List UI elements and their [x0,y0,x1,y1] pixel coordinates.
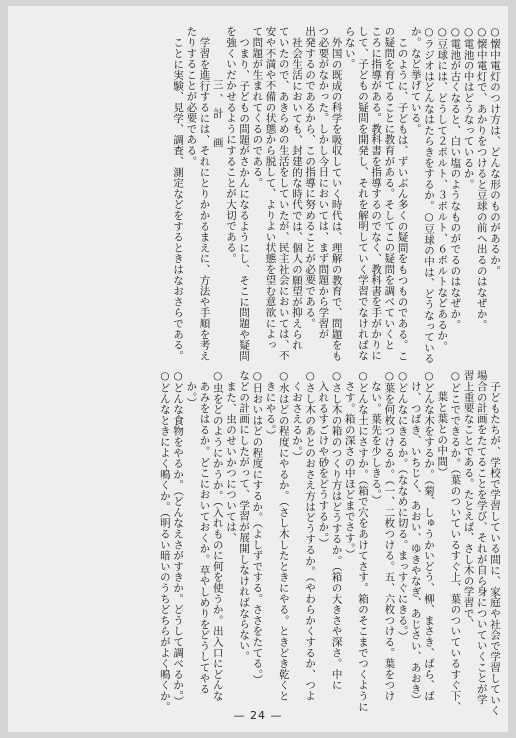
text-line: らない。 [343,26,356,70]
text-line: ○どんな食物をやるか。（どんなえさがすきか。どうして調べるか。） [172,370,185,707]
text-line: さす。箱の深さの中ほどまでさす。） [343,380,356,559]
text-line: 社会生活においても、封建的な時代では、個人の願望が抑えられ [290,36,303,350]
text-line: ことに実験、見学、調査、測定などをするときはなおさらである。 [172,36,185,361]
text-line: 葉と葉との中間） [436,391,449,478]
text-line: て問題が生まれてくるのである。 [251,26,264,188]
text-line: ていたので、あきらめの生活をしていたが、民主社会においては、不 [277,26,290,361]
text-line: 安や不満や不備の状態から脱して、よりよい状態を望む意欲によっ [264,26,277,350]
text-line: ○さし木のあとのおさえ方はどうするか。（やわらかくするか、つよ [304,370,317,702]
text-line: このように、子どもは、ずいぶん多くの疑問をもつものである。こ [396,36,409,361]
text-line: たりすることが必要である。 [185,26,198,167]
text-line: 入れるすごけや砂をどうするか。） [317,380,330,549]
lower-text-column [31,370,501,716]
text-line: け、つばき、いちじく、あおい、ゆきやなぎ、あじさい、あおき） [409,380,422,705]
text-line: ○懐中電灯のつけ方は、どんな形のものがあるか。 [489,26,501,276]
text-line: などの計画にしたがって、学習が展開しなければならない。 [238,370,251,662]
text-line: ○水はどの程度にやるか。（さし木したときにやる。ときどき乾くと [277,370,290,702]
text-line: か。など挙げている。 [409,26,422,134]
text-line: ○どんな土にさすか。（箱で穴をあけてさす。箱のそこまでつくように [356,370,369,712]
text-line: ころに指導がある。教科書を指導するのでなく、教科書を手がかりに [370,26,383,361]
text-line: また、虫のせいかつについては、 [224,380,237,543]
text-line: ○どんな木をするか。（菊、しゅうかいどう、柳、まさき、ばら、ば [422,370,435,702]
text-line: ○電池が古くなると、白い塩のようなものがでるのはなぜか。 [449,26,462,330]
text-line: つまり、子どもの問題がさかんになるようにし、そこに問題や疑問 [238,36,251,361]
text-line: きにやる。） [264,380,277,441]
text-line: ○どんなにきるか。（ななめに切る。まっすぐにきる。） [396,370,409,642]
text-line: を強くいだかせるようにすることが大切である。 [224,26,237,264]
text-line: 場合の計画をたてることを学び、それが自ら身についていくことが学 [475,370,488,705]
text-line: の疑問を育てることに教育がある。そしてこの疑問を調べていくと [383,26,396,350]
upper-text-column [31,26,501,364]
text-line: ○虫をどのようにかうか。（入れものに何を使うか。出入口にどんな [211,370,224,702]
text-line: ○日おいはどの程度にするか。（よしずでする。ささをたてる。） [251,370,264,685]
text-line: ない。葉先を少しきる。） [370,380,383,505]
section-heading: 三、計 画 [211,78,224,151]
page-number: — 24 — [233,709,283,722]
text-line: ○どんなときによく鳴くか。（明るい暗いのうちどちらがよく鳴くか。 [158,370,171,712]
text-line: つ必要がなかった。しかし今日においては、まず問題から学習が [317,26,330,340]
text-line: ○懐中電灯で、あかりをつけると豆球の前へ出るのはなぜか。 [475,26,488,330]
text-line: か。） [185,380,198,408]
text-line: ○葉を何枚つけるか。（一、二枚つける。五、六枚つける。葉をつけ [383,370,396,702]
text-line: ○電池の中はどうなっているか。 [462,26,475,190]
text-line: ○どこでできるか。（葉のついているすぐ上、葉のついているすぐ下、 [449,370,462,712]
text-line: 学習を進行するには、それにとりかかるまえに、方法や手順を考え [198,36,211,361]
text-line: ○ラジオはどんなはたらきをするか。○豆球の中は、どうなっている [422,26,435,364]
text-line: 習上重要なことである。たとえば、さし木の学習で、 [462,370,475,630]
text-line: して、子どもの疑問を開発し、それを解明していく学習でなければな [356,26,369,361]
text-line: 出発するのであるから、この指導に努めることが必要である。 [304,26,317,329]
text-line: 外国の既成の科学を吸収していく時代は、理解の教育で、問題をも [330,36,343,361]
document-page [8,6,508,732]
text-line: ○豆球には、どうして２ボルト、３ボルト、６ボルトなどあるか。 [436,26,449,352]
text-line: ○さし木の箱のつくり方はどうするか。（箱の大きさや深さ。中に [330,370,343,691]
text-line: あみをはるか。どこにおいておくか。草やしめりをどうしてやる [198,380,211,694]
text-line: 子どもたちが、学校で学習している間に、家庭や社会で学習していく [489,380,501,716]
text-line: くおさえるか。） [290,380,303,462]
